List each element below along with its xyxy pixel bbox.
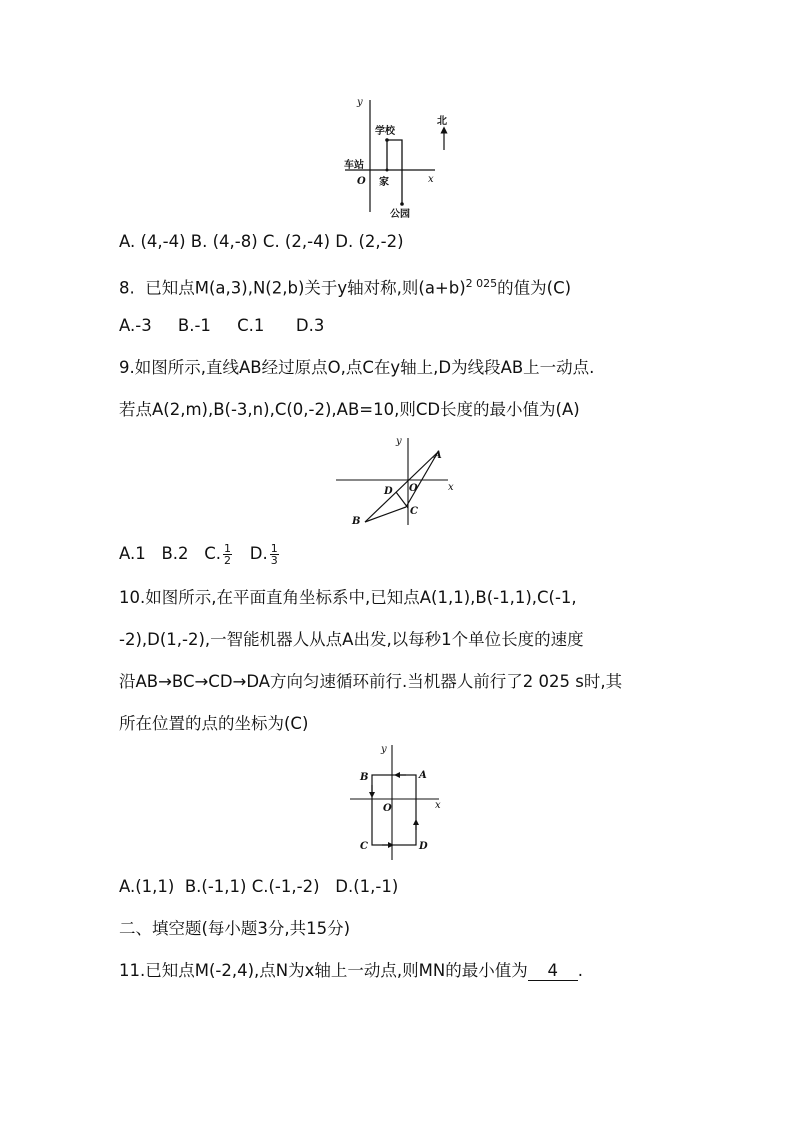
q8-question: 8. 已知点M(a,3),N(2,b)关于y轴对称,则$(a+b)^{2 025}$的值为(C): [119, 277, 572, 298]
line-ab: [365, 452, 438, 522]
q7-options: A. (4,-4) B. (4,-8) C. (2,-4) D. (2,-2): [119, 232, 404, 251]
origin-label: O: [357, 176, 366, 187]
point-a-label: A: [419, 770, 427, 781]
q10-options: A.(1,1) B.(-1,1) C.(-1,-2) D.(1,-1): [119, 877, 399, 896]
q11-question: 11.已知点M(-2,4),点N为x轴上一动点,则MN的最小值为 4 .: [119, 961, 583, 980]
y-label: y: [396, 436, 402, 447]
x-label: x: [448, 482, 454, 493]
point-d-label: D: [384, 486, 393, 497]
figure-rectangle: [345, 740, 450, 865]
point-b-label: B: [360, 772, 369, 783]
park-label: 公园: [390, 209, 410, 220]
school-route: [387, 140, 402, 204]
point-b-label: B: [352, 516, 361, 527]
x-axis-label: x: [428, 174, 434, 185]
q10-line2: -2),D(1,-2),一智能机器人从点A出发,以每秒1个单位长度的速度: [119, 630, 584, 649]
q9-line1: 9.如图所示,直线AB经过原点O,点C在y轴上,D为线段AB上一动点.: [119, 358, 595, 377]
point-a-label: A: [434, 450, 442, 461]
segment-cd: [396, 492, 408, 508]
point-d-label: D: [419, 841, 428, 852]
school-label: 学校: [375, 126, 395, 137]
origin-label: O: [383, 803, 392, 814]
q10-line1: 10.如图所示,在平面直角坐标系中,已知点A(1,1),B(-1,1),C(-1,: [119, 588, 577, 607]
x-label: x: [435, 800, 441, 811]
q10-line3: 沿AB→BC→CD→DA方向匀速循环前行.当机器人前行了2 025 s时,其: [119, 672, 623, 691]
y-axis-label: y: [357, 97, 363, 108]
q8-options: A.-3 B.-1 C.1 D.3: [119, 316, 325, 335]
q9-options: A.1 B.2 C. $\frac{1}{2}$ D. $\frac{1}{3}$: [119, 542, 278, 567]
q9-line2: 若点A(2,m),B(-3,n),C(0,-2),AB=10,则CD长度的最小值为(A): [119, 400, 580, 419]
y-label: y: [381, 744, 387, 755]
path-abcd: [372, 775, 416, 845]
answer-blank: 4: [528, 962, 578, 981]
line-ab-edge: [365, 507, 406, 522]
point-c-label: C: [360, 841, 368, 852]
home-label: 家: [379, 177, 389, 188]
figure-line-ab: [330, 432, 462, 532]
origin-label: O: [409, 483, 418, 494]
section-heading: 二、填空题(每小题3分,共15分): [119, 919, 351, 938]
north-label: 北: [437, 116, 447, 127]
q10-line4: 所在位置的点的坐标为(C): [119, 714, 309, 733]
figure-map: [335, 92, 465, 222]
station-label: 车站: [344, 160, 364, 171]
point-c-label: C: [410, 506, 418, 517]
